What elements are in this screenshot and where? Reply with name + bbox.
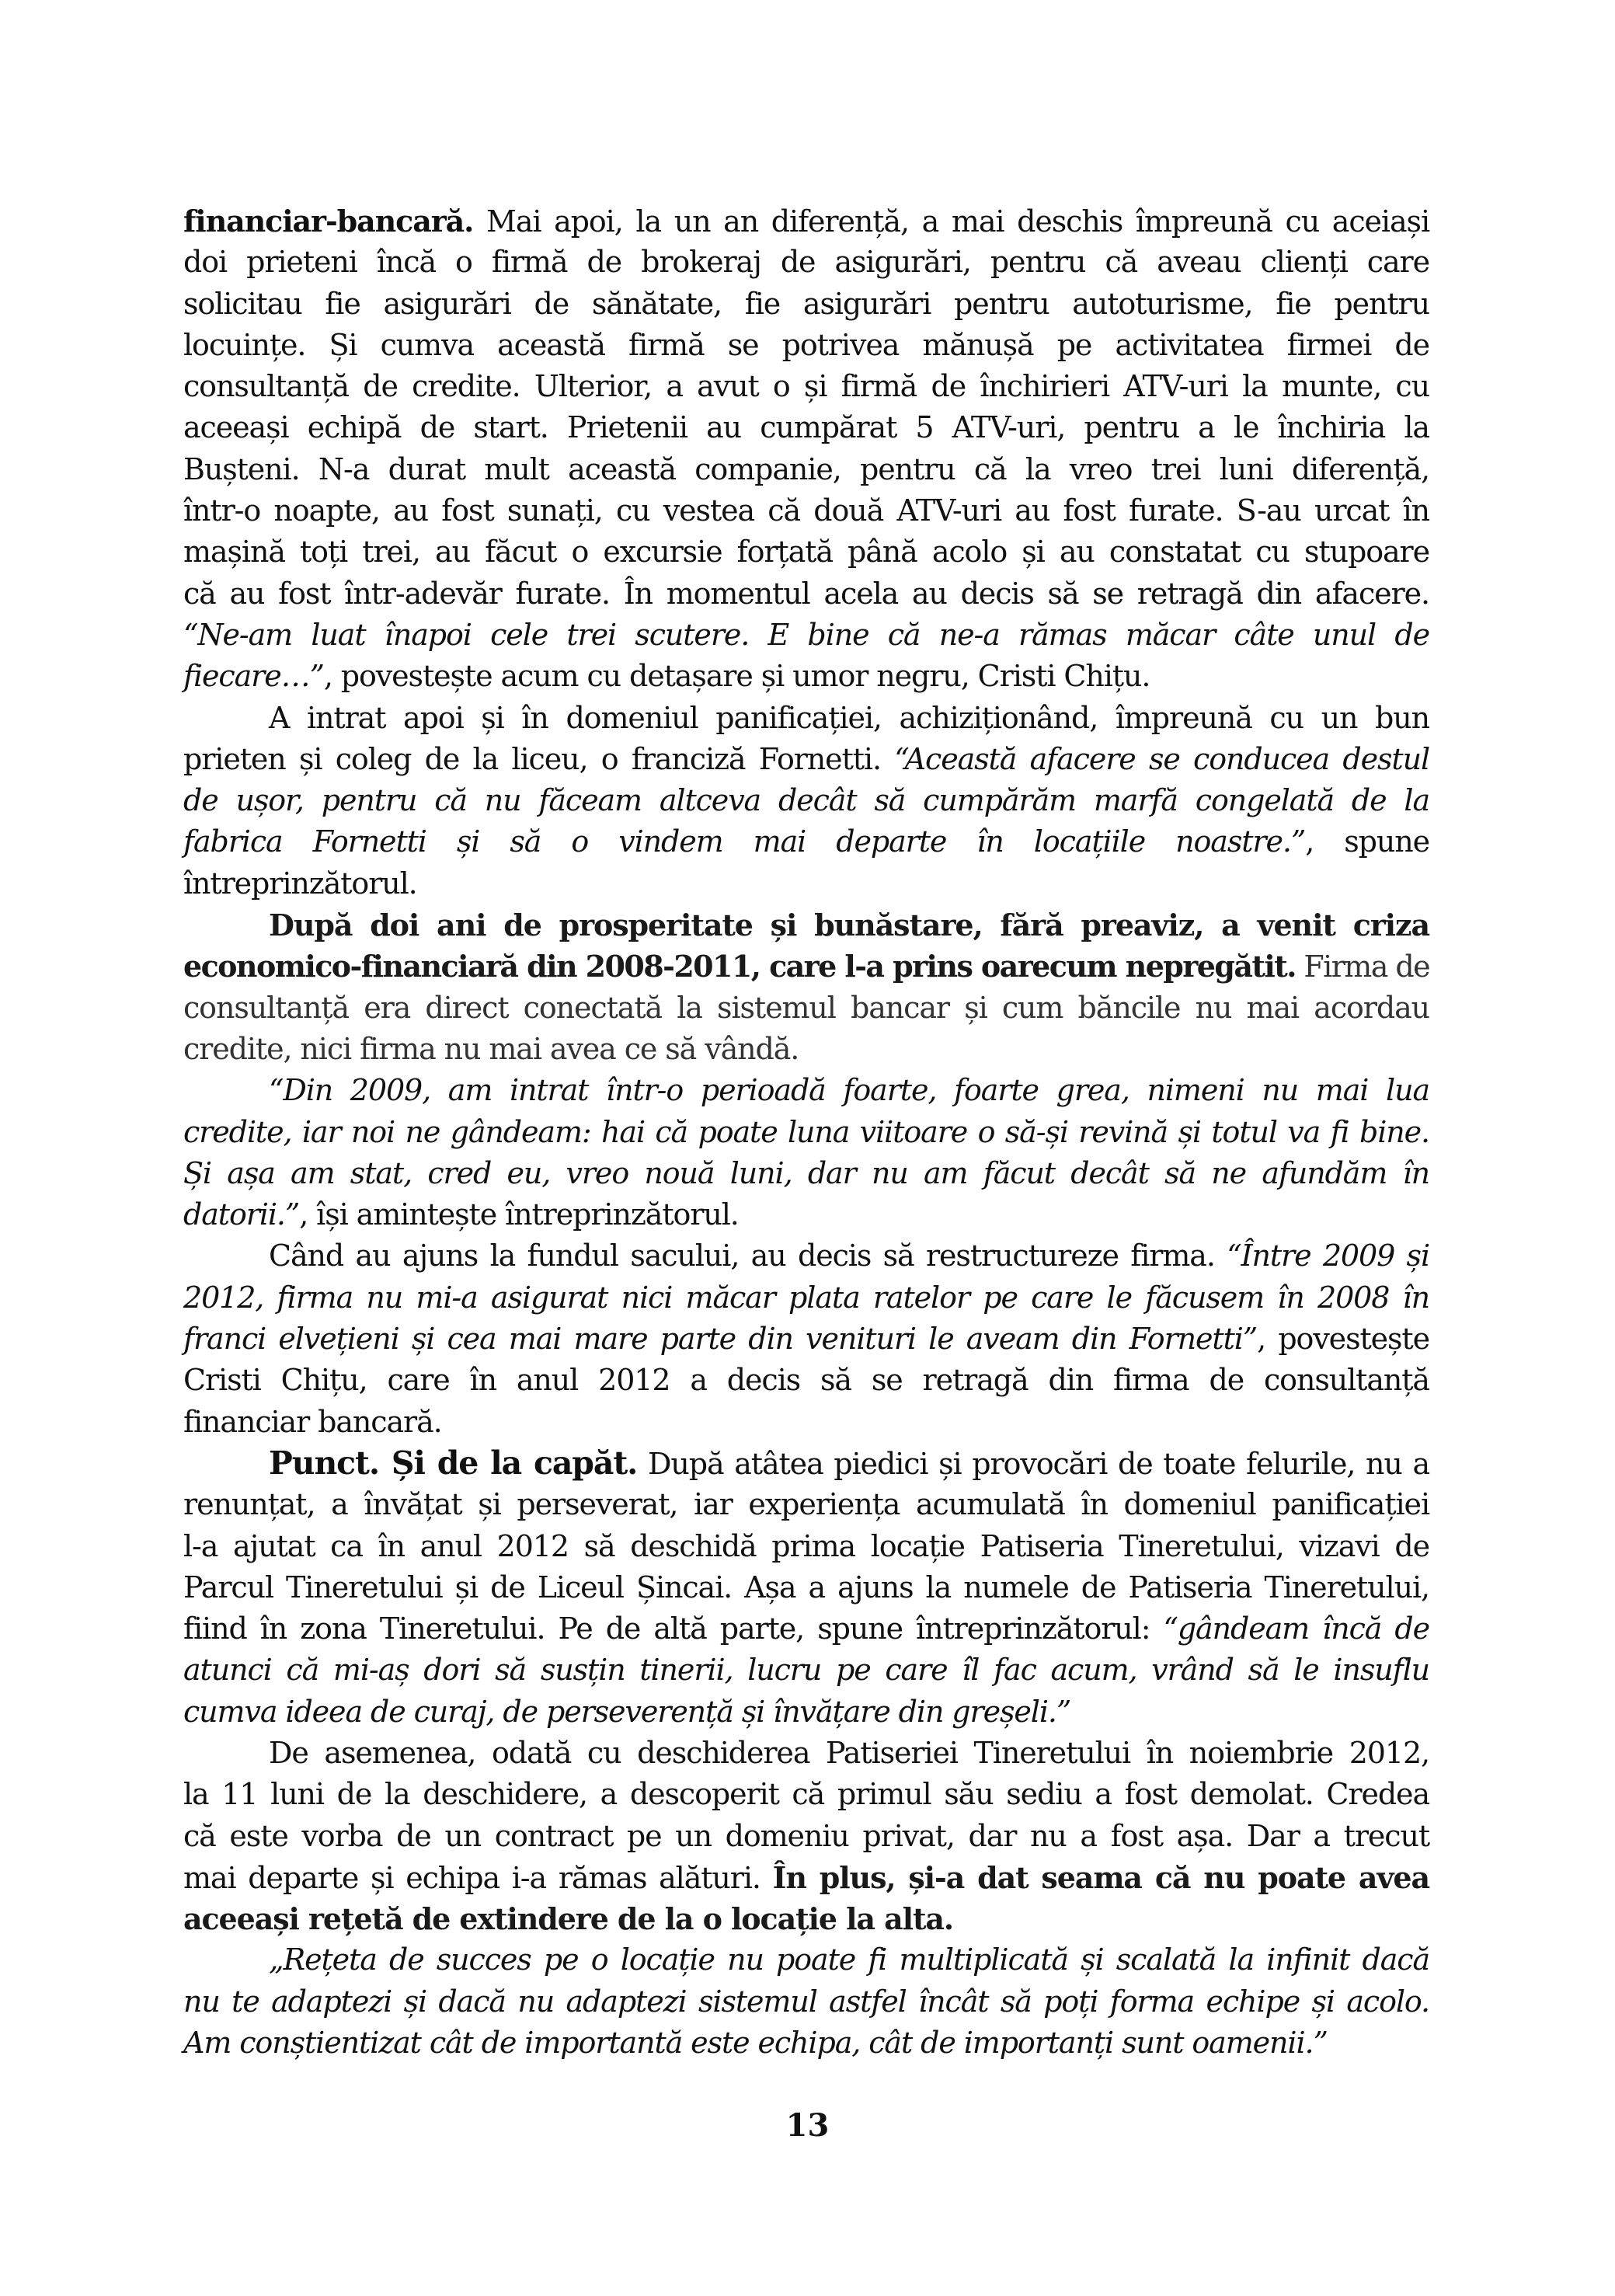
text-line (183, 1319, 1429, 1360)
text-line (183, 1857, 1429, 1898)
text-line (183, 1526, 1429, 1567)
text-segment: Am conștientizat cât de importantă este echipa, cât de importanți sunt oamenii.” (183, 2026, 1328, 2061)
text-line (183, 904, 1429, 946)
text-line (183, 615, 1429, 656)
paragraph-atv-business (183, 200, 1429, 698)
body-text (183, 200, 1429, 2064)
text-line (183, 1898, 1429, 1939)
text-line (183, 821, 1429, 862)
text-line (183, 1692, 1429, 1733)
text-segment: aceeași echipă de start. Prietenii au cumpărat 5 ATV-uri, pentru a le închiria la (183, 410, 1429, 445)
paragraph-quote-2009 (183, 1070, 1429, 1235)
text-segment: După doi ani de prosperitate și bunăstare, fără preaviz, a venit criza (269, 908, 1429, 943)
text-segment: renunțat, a învățat și perseverat, iar experiența acumulată în domeniul panificației (183, 1487, 1429, 1522)
text-line (183, 946, 1429, 987)
text-line (183, 780, 1429, 821)
page-number: 13 (785, 2107, 830, 2144)
text-line (183, 531, 1429, 573)
text-segment: prieten și coleg de la liceu, o franciză Fornetti. (183, 741, 895, 776)
text-line (183, 325, 1429, 366)
text-segment: mașină toți trei, au făcut o excursie forțată până acolo și au constatat cu stupoare (183, 535, 1429, 570)
text-line (183, 200, 1429, 242)
text-segment: cumva ideea de curaj, de perseverență și învățare din greșeli.” (183, 1694, 1071, 1729)
text-segment: În plus, și-a dat seama că nu poate avea (772, 1859, 1429, 1895)
text-segment: fiecare…” (183, 659, 324, 694)
text-segment: Când au ajuns la fundul sacului, au decis să restructureze firma. (269, 1239, 1227, 1273)
text-line (183, 1733, 1429, 1774)
text-segment: că au fost într-adevăr furate. În momentul acela au decis să se retragă din afacere. (183, 576, 1429, 611)
paragraph-punct-fresh-start (183, 1443, 1429, 1733)
text-segment: datorii.” (183, 1197, 300, 1232)
text-segment: doi prieteni încă o firmă de brokeraj de asigurări, pentru că aveau clienți care (183, 245, 1429, 280)
text-segment: economico-financiară din 2008-2011, care l-a prins oarecum nepregătit. (183, 949, 1296, 984)
text-segment: Mai apoi, la un an diferență, a mai deschis împreună cu aceiași (473, 204, 1429, 239)
text-segment: consultanță de credite. Ulterior, a avut o și firmă de închirieri ATV-uri la munte, cu (183, 369, 1429, 404)
text-segment: într-o noapte, au fost sunați, cu vestea că două ATV-uri au fost furate. S-au urcat în (183, 493, 1429, 528)
text-line (183, 2023, 1429, 2064)
text-segment: aceeași rețetă de extindere de la o locație la alta. (183, 1901, 954, 1937)
text-segment: de ușor, pentru că nu făceam altceva decât să cumpărăm marfă congelată de la (183, 783, 1429, 818)
text-line (183, 1070, 1429, 1111)
paragraph-fornetti-franchise (183, 698, 1429, 904)
text-segment: locuințe. Și cumva această firmă se potrivea mănușă pe activitatea firmei de (183, 327, 1429, 362)
text-segment: nu te adaptezi și dacă nu adaptezi sistemul astfel încât să poți forma echipe și acolo. (183, 1984, 1429, 2019)
text-line (183, 1608, 1429, 1650)
paragraph-restructure (183, 1235, 1429, 1442)
paragraph-demolished-headquarters (183, 1733, 1429, 1939)
text-segment: întreprinzătorul. (183, 866, 417, 901)
text-line (183, 284, 1429, 325)
text-line (183, 1650, 1429, 1691)
text-segment: De asemenea, odată cu deschiderea Patiseriei Tineretului în noiembrie 2012, (269, 1735, 1429, 1770)
text-line (183, 1112, 1429, 1153)
text-segment: solicitau fie asigurări de sănătate, fie asigurări pentru autoturisme, fie pentru (183, 286, 1429, 321)
text-line (183, 1774, 1429, 1815)
text-segment: , spune (1305, 824, 1429, 859)
text-segment: Parcul Tineretului și de Liceul Șincai. Așa a ajuns la numele de Patiseria Tineretului, (183, 1570, 1429, 1604)
text-line (183, 656, 1429, 697)
text-segment: , povestește (1257, 1322, 1429, 1357)
text-segment: “gândeam încă de (1163, 1611, 1429, 1646)
text-line (183, 1443, 1429, 1484)
text-segment: financiar bancară. (183, 1404, 442, 1439)
text-line (183, 988, 1429, 1029)
text-segment: “Ne-am luat înapoi cele trei scutere. E bine că ne-a rămas măcar câte unul de (183, 617, 1429, 652)
text-segment: l-a ajutat ca în anul 2012 să deschidă prima locație Patiseria Tineretului, vizavi de (183, 1528, 1429, 1563)
text-line (183, 449, 1429, 490)
text-line (183, 1484, 1429, 1525)
text-line (183, 407, 1429, 448)
text-segment: , povestește acum cu detașare și umor negru, Cristi Chițu. (323, 659, 1150, 694)
text-segment: fabrica Fornetti și să o vindem mai departe în locațiile noastre.” (183, 824, 1306, 859)
text-line (183, 1194, 1429, 1235)
text-segment: la 11 luni de la deschidere, a descoperit că primul său sediu a fost demolat. Credea (183, 1777, 1429, 1812)
text-segment: “Din 2009, am intrat într-o perioadă foarte, foarte grea, nimeni nu mai lua (269, 1073, 1429, 1108)
text-line (183, 739, 1429, 780)
text-segment: că este vorba de un contract pe un domeniu privat, dar nu a fost așa. Dar a trecut (183, 1818, 1429, 1853)
text-line (183, 1153, 1429, 1194)
text-line (183, 1360, 1429, 1401)
text-line (183, 490, 1429, 531)
text-line (183, 1981, 1429, 2023)
text-line (183, 366, 1429, 407)
text-segment: atunci că mi-aș dori să susțin tinerii, lucru pe care îl fac acum, vrând să le insuflu (183, 1653, 1429, 1688)
text-line (183, 1029, 1429, 1070)
text-segment: credite, nici firma nu mai avea ce să vândă. (183, 1031, 799, 1066)
text-line (183, 698, 1429, 739)
text-segment: Punct. Și de la capăt. (269, 1444, 638, 1482)
text-segment: “Între 2009 și (1227, 1239, 1429, 1273)
text-segment: mai departe și echipa i-a rămas alături. (183, 1860, 773, 1895)
text-segment: 2012, firma nu mi-a asigurat nici măcar plata ratelor pe care le făcusem în 2008 în (183, 1280, 1429, 1315)
text-segment: consultanță era direct conectată la sistemul bancar și cum băncile nu mai acordau (183, 990, 1429, 1025)
text-line (183, 1939, 1429, 1981)
text-line (183, 1402, 1429, 1443)
text-segment: După atâtea piedici și provocări de toate felurile, nu a (637, 1446, 1429, 1481)
text-line (183, 1816, 1429, 1857)
text-line (183, 242, 1429, 283)
text-segment: Și așa am stat, cred eu, vreo nouă luni, dar nu am făcut decât să ne afundăm în (183, 1155, 1429, 1190)
text-segment: , își amintește întreprinzătorul. (299, 1197, 739, 1232)
text-segment: Firma de (1295, 949, 1429, 984)
text-segment: fiind în zona Tineretului. Pe de altă parte, spune întreprinzătorul: (183, 1611, 1164, 1646)
text-segment: financiar-bancară. (183, 204, 474, 239)
text-line (183, 1277, 1429, 1319)
text-segment: “Această afacere se conducea destul (894, 741, 1429, 776)
paragraph-recipe-quote (183, 1939, 1429, 2064)
text-segment: franci elvețieni și cea mai mare parte din venituri le aveam din Fornetti” (183, 1322, 1258, 1357)
text-segment: A intrat apoi și în domeniul panificației, achiziționând, împreună cu un bun (269, 700, 1429, 735)
text-line (183, 863, 1429, 904)
text-segment: credite, iar noi ne gândeam: hai că poate luna viitoare o să-și revină și totul va fi bine. (183, 1114, 1429, 1149)
text-line (183, 573, 1429, 615)
text-line (183, 1235, 1429, 1277)
text-segment: „Rețeta de succes pe o locație nu poate fi multiplicată și scalată la infinit dacă (269, 1942, 1429, 1977)
text-segment: Bușteni. N-a durat mult această companie, pentru că la vreo trei luni diferență, (183, 451, 1429, 486)
paragraph-financial-crisis (183, 904, 1429, 1070)
text-line (183, 1567, 1429, 1608)
text-segment: Cristi Chițu, care în anul 2012 a decis să se retragă din firma de consultanță (183, 1363, 1429, 1398)
